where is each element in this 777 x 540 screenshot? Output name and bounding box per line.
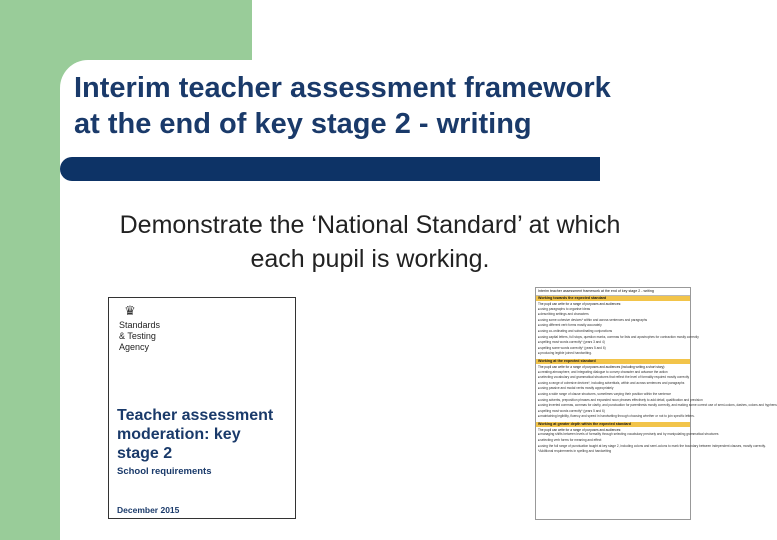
framework-section-header: Working at greater depth within the expected standard — [536, 422, 690, 427]
cover-date: December 2015 — [117, 505, 180, 515]
framework-bullet-item: ■ using adverbs, preposition phrases and expanded noun phrases effectively to add detail, qualification and precision — [538, 398, 688, 404]
framework-bullet-item: ■ using different verb forms mostly accurately — [538, 323, 688, 329]
framework-bullet-item: ■ using a wide range of clause structures, sometimes varying their position within the sentence — [538, 392, 688, 398]
agency-line-3: Agency — [119, 342, 150, 352]
agency-name — [119, 320, 160, 353]
framework-bullet-item: ■ using inverted commas, commas for clarity, and punctuation for parenthesis mostly correctly, and making some correct use of semi-colons, dashes, colons and hyphens — [538, 403, 688, 409]
cover-title-line-2: moderation: key — [117, 426, 241, 443]
framework-section-body — [536, 364, 777, 422]
framework-bullet-item: ■ using paragraphs to organise ideas — [538, 307, 688, 313]
moderation-document-cover — [108, 297, 296, 519]
framework-section-header: Working at the expected standard — [536, 359, 690, 364]
framework-bullet-item: ■ using passive and modal verbs mostly appropriately — [538, 386, 688, 392]
framework-bullet-item: ■ using co-ordinating and subordinating conjunctions — [538, 329, 688, 335]
framework-bullet-item: ■ maintaining legibility, fluency and speed in handwriting through choosing whether or not to join specific letters. — [538, 414, 688, 420]
agency-line-1: Standards — [119, 320, 161, 330]
framework-bullet-item: ■ spelling most words correctly* (years 3 and 4) — [538, 340, 688, 346]
framework-bullet-item: ■ creating atmosphere, and integrating dialogue to convey character and advance the action — [538, 370, 688, 376]
framework-bullet-item: ■ managing shifts between levels of formality through selecting vocabulary precisely and by manipulating grammatical structures — [538, 432, 688, 438]
cover-title — [117, 406, 292, 463]
framework-bullet-item: ■ spelling most words correctly* (years 5 and 6) — [538, 409, 688, 415]
framework-sections — [536, 296, 777, 456]
framework-section-header: Working towards the expected standard — [536, 296, 690, 301]
framework-bullet-item: ■ using some cohesive devices* within and across sentences and paragraphs — [538, 318, 688, 324]
framework-bullet-item: ■ selecting verb forms for meaning and effect — [538, 438, 688, 444]
framework-section-body — [536, 427, 766, 456]
framework-title: Interim teacher assessment framework at the end of key stage 2 - writing — [536, 288, 690, 296]
royal-crest-icon: ♛ — [124, 303, 136, 318]
framework-document — [535, 287, 777, 520]
framework-bullet-item: ■ using the full range of punctuation taught at key stage 2, including colons and semi-colons to mark the boundary between independent clauses, mostly correctly. — [538, 444, 688, 450]
cover-subtitle: School requirements — [117, 466, 212, 477]
agency-line-2: & Testing — [119, 331, 156, 341]
slide-title-line-2: at the end of key stage 2 - writing — [74, 108, 532, 140]
framework-bullet-item: ■ using capital letters, full stops, question marks, commas for lists and apostrophes for contraction mostly correctly — [538, 335, 688, 341]
framework-bullet-item: ■ using a range of cohesive devices*, including adverbials, within and across sentences and paragraphs — [538, 381, 688, 387]
slide-title — [74, 70, 704, 142]
framework-footnote: *Additional requirements in spelling and handwriting — [538, 449, 612, 454]
slide-subtitle-line-2: each pupil is working. — [250, 245, 490, 273]
title-divider-bar — [60, 157, 600, 181]
framework-section-intro: The pupil can write for a range of purposes and audiences (including writing a short story): — [538, 364, 666, 369]
framework-bullet-item: ■ describing settings and characters — [538, 312, 688, 318]
framework-section-intro: The pupil can write for a range of purposes and audiences: — [538, 427, 622, 432]
slide-title-line-1: Interim teacher assessment framework — [74, 72, 611, 104]
slide-subtitle-line-1: Demonstrate the ‘National Standard’ at which — [119, 211, 621, 239]
cover-title-line-3: stage 2 — [117, 445, 173, 462]
framework-bullet-item: ■ producing legible joined handwriting. — [538, 351, 688, 357]
cover-title-line-1: Teacher assessment — [117, 407, 274, 424]
framework-section-body — [536, 301, 699, 359]
slide-subtitle — [60, 208, 680, 276]
framework-bullet-item: ■ spelling some words correctly* (years 5 and 6) — [538, 346, 688, 352]
framework-bullet-item: ■ selecting vocabulary and grammatical structures that reflect the level of formality required mostly correctly — [538, 375, 688, 381]
framework-section-intro: The pupil can write for a range of purposes and audiences: — [538, 302, 622, 306]
